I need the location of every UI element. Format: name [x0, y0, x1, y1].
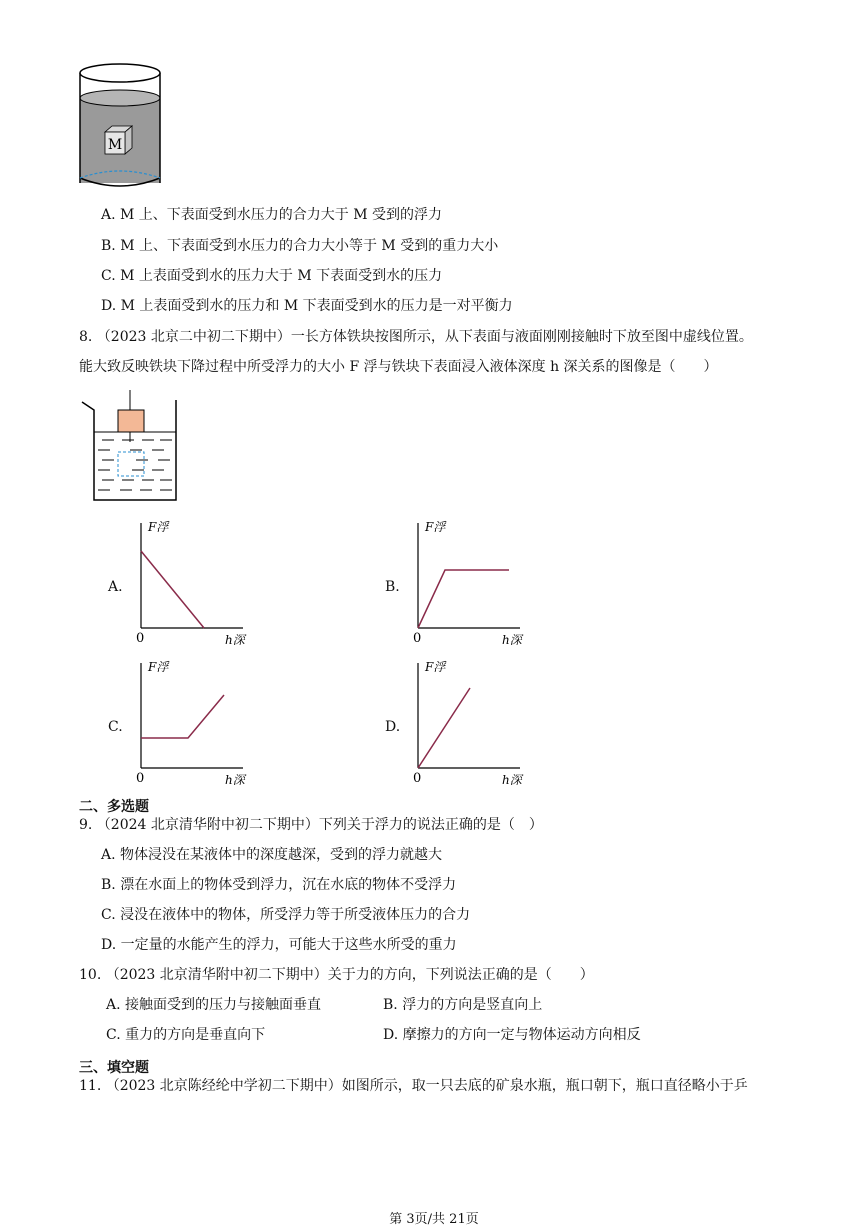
- graph-b-option: B.: [385, 579, 400, 595]
- graph-d-option: D.: [385, 719, 401, 735]
- graph-c: [128, 655, 258, 795]
- graph-c-option: C.: [108, 719, 123, 735]
- page-footer: 第 3页/共 21页: [389, 1212, 479, 1227]
- q10-stem: 10. （2023 北京清华附中初二下期中）关于力的方向，下列说法正确的是（ ）: [79, 967, 594, 983]
- q10-option-a: A. 接触面受到的压力与接触面垂直: [106, 997, 322, 1013]
- cylinder-figure: [75, 60, 165, 195]
- graph-b-origin: 0: [413, 631, 422, 646]
- q10-option-c: C. 重力的方向是垂直向下: [106, 1027, 266, 1043]
- q10-option-d: D. 摩擦力的方向一定与物体运动方向相反: [383, 1027, 641, 1043]
- q7-option-c: C. M 上表面受到水的压力大于 M 下表面受到水的压力: [101, 268, 443, 284]
- graph-a-x-label: h深: [225, 633, 245, 647]
- graph-a-origin: 0: [136, 631, 145, 646]
- graph-d-origin: 0: [413, 771, 422, 786]
- q9-option-c: C. 浸没在液体中的物体，所受浮力等于所受液体压力的合力: [101, 907, 471, 923]
- graph-b: [405, 515, 535, 655]
- q7-option-d: D. M 上表面受到水的压力和 M 下表面受到水的压力是一对平衡力: [101, 298, 513, 314]
- block-label: M: [107, 137, 123, 153]
- graph-c-y-label: F浮: [148, 660, 169, 674]
- graph-b-curve: [418, 570, 509, 628]
- q7-option-a: A. M 上、下表面受到水压力的合力大于 M 受到的浮力: [101, 207, 443, 223]
- q8-stem-line2: 能大致反映铁块下降过程中所受浮力的大小 F 浮与铁块下表面浸入液体深度 h 深关系的图像是（ ）: [79, 359, 718, 375]
- q9-stem: 9. （2024 北京清华附中初二下期中）下列关于浮力的说法正确的是（ ）: [79, 817, 543, 833]
- section-fill-blank-title: 三、填空题: [79, 1060, 149, 1076]
- graph-d-x-label: h深: [502, 773, 522, 787]
- graph-b-y-label: F浮: [425, 520, 446, 534]
- graph-b-x-label: h深: [502, 633, 522, 647]
- graph-d-curve: [418, 688, 470, 768]
- q9-option-b: B. 漂在水面上的物体受到浮力，沉在水底的物体不受浮力: [101, 877, 457, 893]
- beaker-figure: [80, 390, 185, 505]
- q9-option-a: A. 物体浸没在某液体中的深度越深，受到的浮力就越大: [101, 847, 443, 863]
- section-multi-choice-title: 二、多选题: [79, 799, 149, 815]
- q9-option-d: D. 一定量的水能产生的浮力，可能大于这些水所受的重力: [101, 937, 457, 953]
- q10-option-b: B. 浮力的方向是竖直向上: [383, 997, 543, 1013]
- q8-stem-line1: 8. （2023 北京二中初二下期中）一长方体铁块按图所示，从下表面与液面刚刚接触时下放至图中虚线位置。: [79, 329, 753, 345]
- graph-d: [405, 655, 535, 795]
- q11-stem: 11. （2023 北京陈经纶中学初二下期中）如图所示，取一只去底的矿泉水瓶，瓶口朝下，瓶口直径略小于乒: [79, 1078, 748, 1094]
- graph-a-curve: [141, 551, 204, 628]
- graph-c-curve: [141, 695, 224, 738]
- graph-c-x-label: h深: [225, 773, 245, 787]
- graph-a-option: A.: [108, 579, 123, 595]
- graph-a: [128, 515, 258, 655]
- graph-d-y-label: F浮: [425, 660, 446, 674]
- graph-c-origin: 0: [136, 771, 145, 786]
- q7-option-b: B. M 上、下表面受到水压力的合力大小等于 M 受到的重力大小: [101, 238, 499, 254]
- graph-a-y-label: F浮: [148, 520, 169, 534]
